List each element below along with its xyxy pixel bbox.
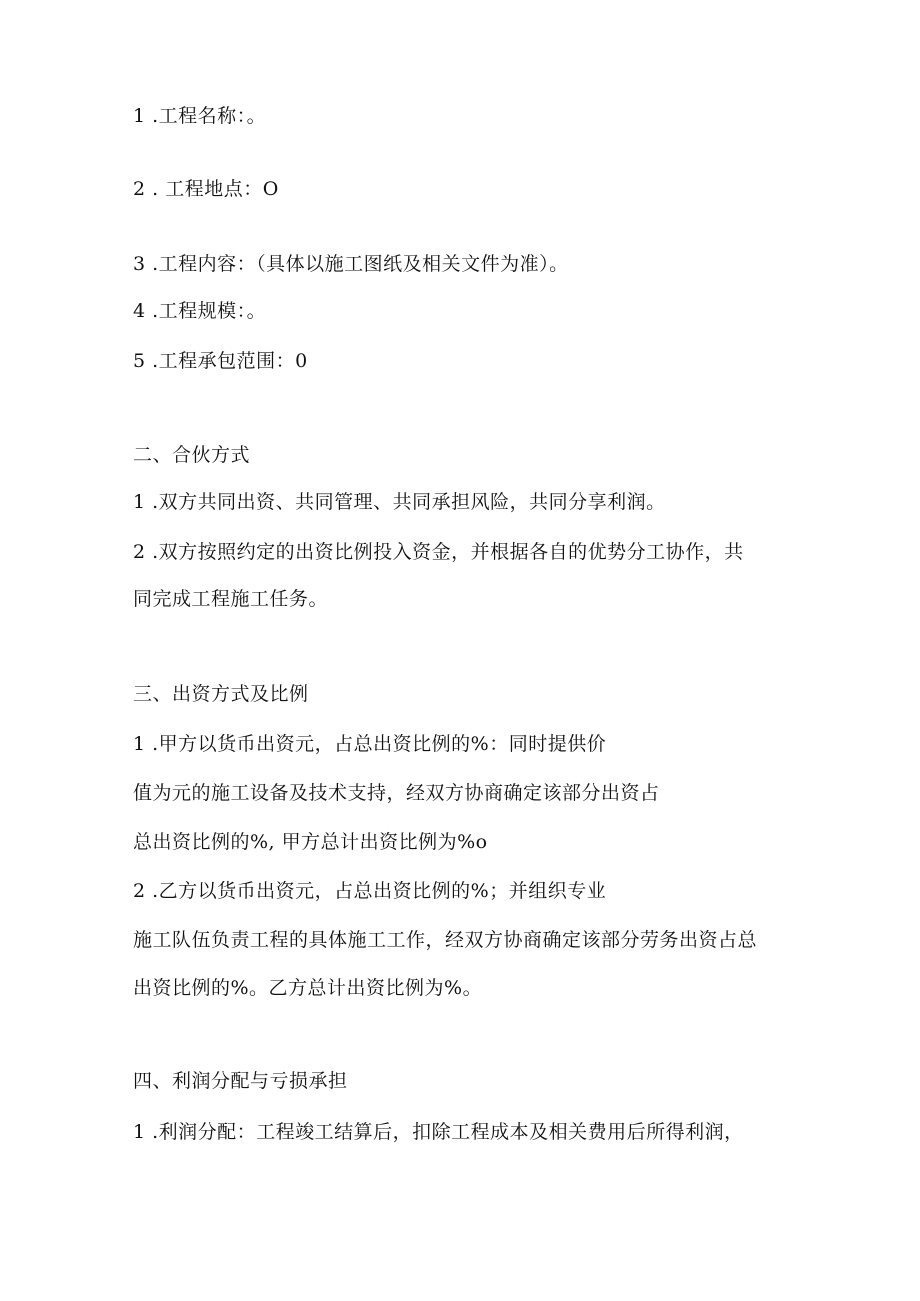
item-project-scale: 4 .工程规模：。 (133, 300, 267, 322)
investment-party-b-line-1: 2 .乙方以货币出资元，占总出资比例的%；并组织专业 (133, 880, 607, 902)
partnership-item-2: 2 .双方按照约定的出资比例投入资金，并根据各自的优势分工协作，共 (133, 541, 744, 563)
partnership-item-2-cont: 同完成工程施工任务。 (133, 588, 329, 610)
item-project-name: 1 .工程名称：。 (133, 105, 267, 127)
investment-party-b-line-3: 出资比例的%。乙方总计出资比例为%。 (133, 977, 483, 999)
item-project-location: 2 . 工程地点：O (133, 178, 279, 200)
item-project-content: 3 .工程内容：（具体以施工图纸及相关文件为准）。 (133, 253, 569, 275)
section-heading-profit-loss: 四、利润分配与亏损承担 (133, 1070, 348, 1092)
profit-distribution-item-1: 1 .利润分配：工程竣工结算后，扣除工程成本及相关费用后所得利润， (133, 1121, 744, 1143)
investment-party-a-line-1: 1 .甲方以货币出资元，占总出资比例的%：同时提供价 (133, 733, 607, 755)
section-heading-investment: 三、出资方式及比例 (133, 683, 309, 705)
investment-party-b-line-2: 施工队伍负责工程的具体施工工作，经双方协商确定该部分劳务出资占总 (133, 929, 758, 951)
item-contract-scope: 5 .工程承包范围：0 (133, 350, 308, 372)
investment-party-a-line-2: 值为元的施工设备及技术支持，经双方协商确定该部分出资占 (133, 782, 660, 804)
section-heading-partnership: 二、合伙方式 (133, 444, 251, 466)
partnership-item-1: 1 .双方共同出资、共同管理、共同承担风险，共同分享利润。 (133, 491, 666, 513)
investment-party-a-line-3: 总出资比例的%, 甲方总计出资比例为%o (133, 831, 488, 853)
